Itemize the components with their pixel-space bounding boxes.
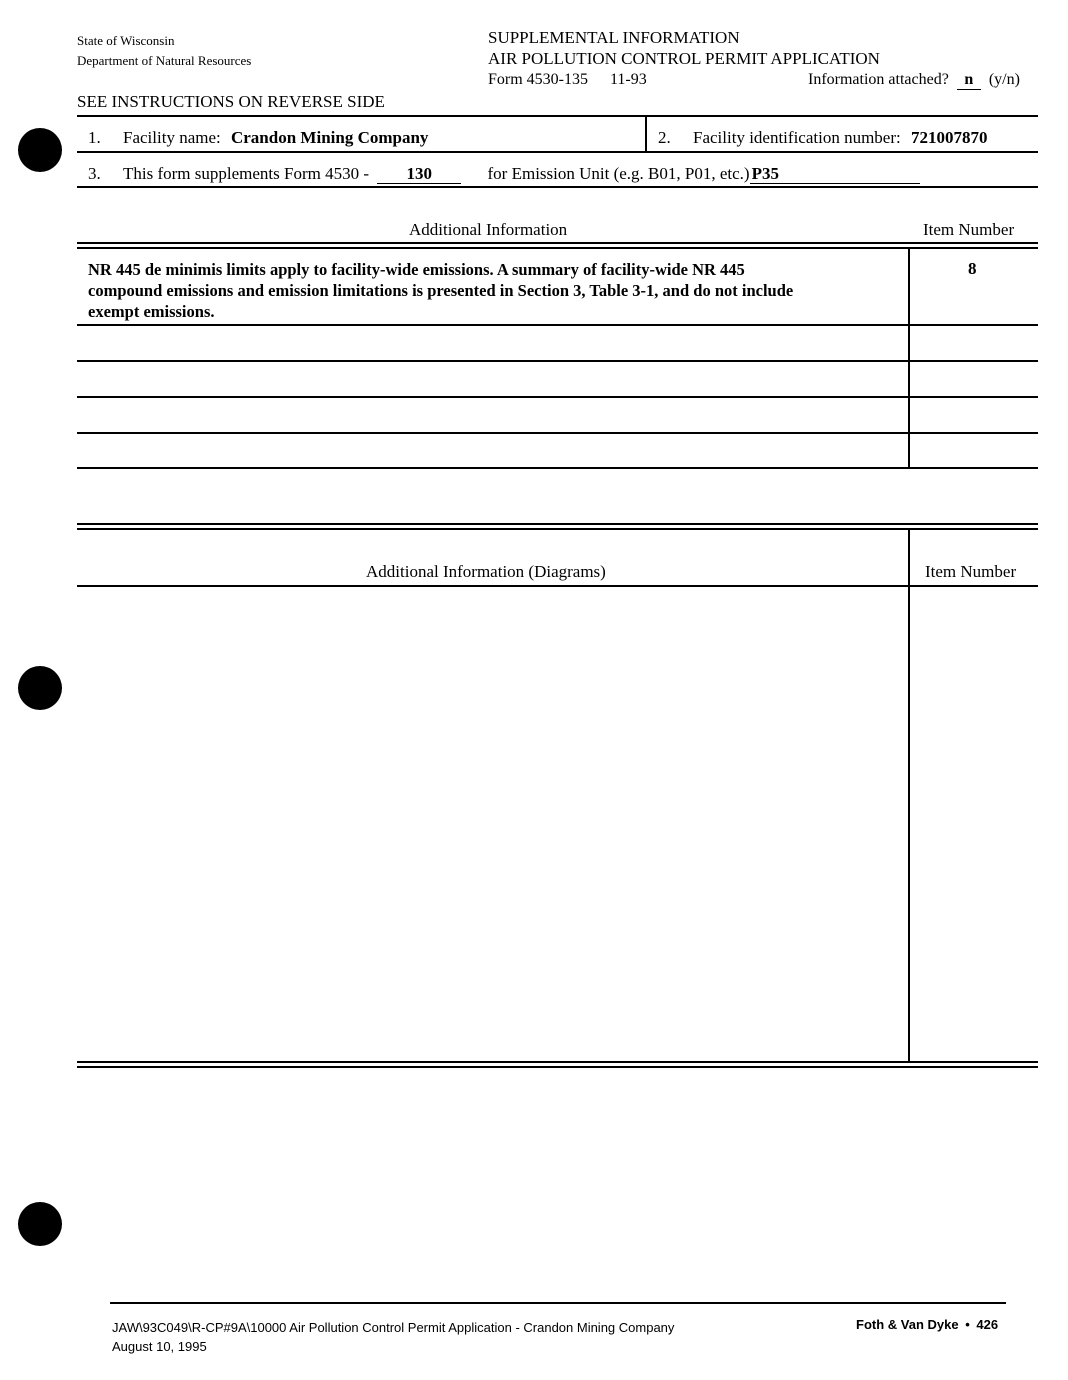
fields-middle-rule (77, 151, 1038, 153)
agency-line-state: State of Wisconsin (77, 33, 175, 48)
facility-name-field (88, 128, 428, 148)
additional-info-line: NR 445 de minimis limits apply to facility-wide emissions. A summary of facility-wide NR 445 (88, 260, 745, 279)
binder-hole-top (18, 128, 62, 172)
table-row-rule (77, 396, 1038, 398)
facility-id-value[interactable]: 721007870 (910, 128, 988, 147)
info-attached-label: Information attached? (808, 71, 949, 88)
footer-right (856, 1317, 998, 1332)
instructions-note: SEE INSTRUCTIONS ON REVERSE SIDE (77, 92, 385, 111)
footer-date: August 10, 1995 (112, 1339, 207, 1354)
table-row-rule (77, 467, 1038, 469)
additional-info-double-rule-b (77, 247, 1038, 249)
additional-info-header: Additional Information (409, 220, 568, 239)
info-attached (808, 71, 1020, 90)
diagrams-item-header: Item Number (925, 562, 1017, 581)
fields-top-rule (77, 115, 1038, 117)
table-row-rule (77, 432, 1038, 434)
diagrams-header: Additional Information (Diagrams) (366, 562, 606, 581)
additional-info-double-rule-a (77, 242, 1038, 244)
diagrams-bottom-rule-b (77, 1066, 1038, 1068)
form-title-line2: AIR POLLUTION CONTROL PERMIT APPLICATION (488, 49, 880, 68)
supplements-field (88, 164, 920, 184)
table-row-rule (77, 360, 1038, 362)
additional-info-line: exempt emissions. (88, 302, 215, 321)
form-number (488, 71, 647, 89)
field2-label: Facility identification number: (693, 128, 901, 147)
emission-unit-value[interactable]: P35 (750, 165, 920, 184)
table-row-rule (77, 324, 1038, 326)
form-title-line1: SUPPLEMENTAL INFORMATION (488, 28, 740, 47)
field1-label: Facility name: (123, 128, 221, 147)
agency-line-department: Department of Natural Resources (77, 53, 252, 68)
diagrams-double-rule-b (77, 528, 1038, 530)
diagrams-bottom-rule-a (77, 1061, 1038, 1063)
facility-id-field (658, 128, 987, 148)
field3-number: 3. (88, 164, 101, 183)
fields-divider (645, 117, 647, 151)
diagrams-double-rule-a (77, 523, 1038, 525)
info-attached-value[interactable]: n (957, 72, 981, 90)
footer-page-number: 426 (976, 1317, 999, 1332)
supplements-form-value[interactable]: 130 (377, 165, 461, 184)
diagrams-header-rule (77, 585, 1038, 587)
diagrams-item-column-divider (908, 530, 910, 1061)
form-number-text: Form 4530-135 (488, 71, 588, 88)
facility-name-value[interactable]: Crandon Mining Company (230, 128, 429, 147)
footer-company: Foth & Van Dyke (856, 1317, 959, 1332)
binder-hole-bottom (18, 1202, 62, 1246)
agency-name (77, 31, 251, 71)
form-date: 11-93 (610, 71, 647, 88)
field1-number: 1. (88, 128, 101, 147)
emission-unit-label: for Emission Unit (e.g. B01, P01, etc.) (487, 164, 750, 183)
info-attached-options: (y/n) (988, 71, 1020, 88)
additional-info-item-number: 8 (968, 259, 977, 278)
field3-label: This form supplements Form 4530 - (123, 164, 370, 183)
form-title (488, 27, 880, 69)
fields-bottom-rule (77, 186, 1038, 188)
additional-info-item-header: Item Number (923, 220, 1015, 239)
footer-path: JAW\93C049\R-CP#9A\10000 Air Pollution Control Permit Application - Crandon Mining Company (112, 1320, 675, 1335)
footer-left (112, 1318, 674, 1356)
binder-hole-middle (18, 666, 62, 710)
footer-rule (110, 1302, 1006, 1304)
additional-info-text (88, 259, 793, 322)
field2-number: 2. (658, 128, 671, 147)
item-column-divider (908, 249, 910, 468)
footer-bullet: • (965, 1317, 970, 1332)
additional-info-line: compound emissions and emission limitations is presented in Section 3, Table 3-1, and do not include (88, 281, 794, 300)
